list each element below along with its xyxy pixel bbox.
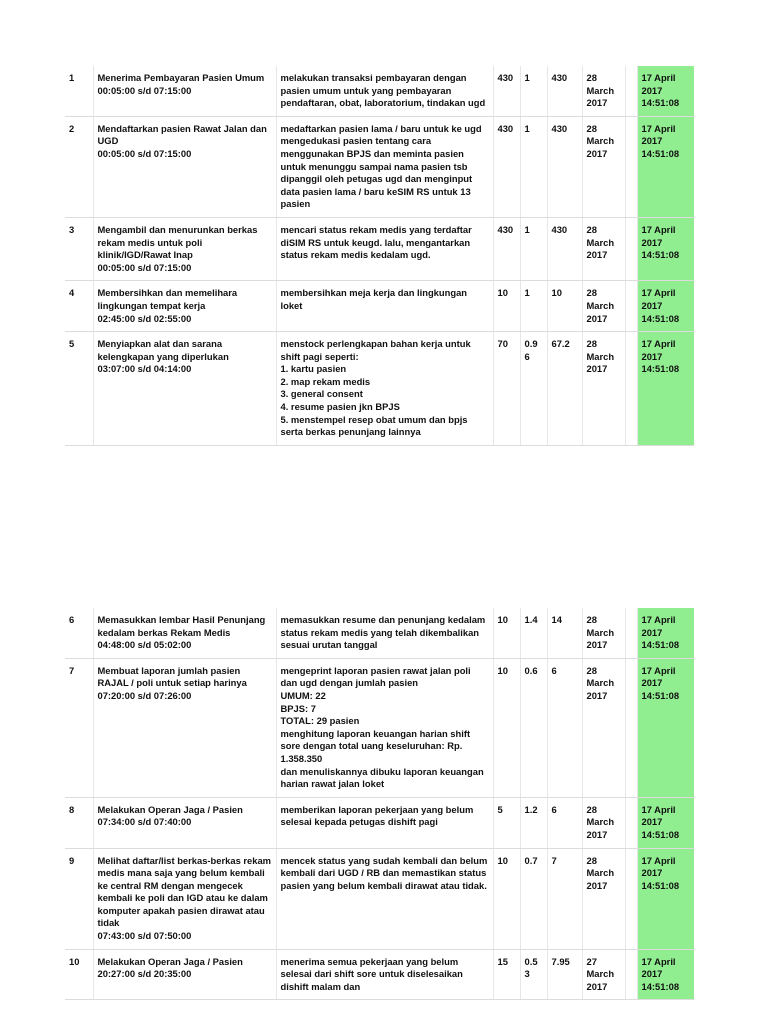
date-cell: 28 March 2017 — [582, 116, 625, 217]
volume-cell: 430 — [493, 66, 520, 116]
factor-cell: 1.2 — [520, 797, 547, 848]
table-row — [65, 332, 694, 446]
total-cell: 430 — [547, 116, 582, 217]
date-cell: 28 March 2017 — [582, 66, 625, 116]
timestamp-cell: 17 April 2017 14:51:08 — [637, 217, 694, 280]
factor-cell: 0.6 — [520, 658, 547, 797]
date-cell: 28 March 2017 — [582, 332, 625, 446]
date-cell: 28 March 2017 — [582, 848, 625, 949]
table-row — [65, 797, 694, 848]
spacer-cell — [625, 848, 637, 949]
spacer-cell — [625, 281, 637, 332]
table-row — [65, 608, 694, 658]
row-number: 2 — [65, 116, 93, 217]
description-cell: mencari status rekam medis yang terdaftar diSIM RS untuk keugd. lalu, mengantarkan status rekam medis kedalam ugd. — [276, 217, 493, 280]
date-cell: 28 March 2017 — [582, 281, 625, 332]
timestamp-cell: 17 April 2017 14:51:08 — [637, 658, 694, 797]
row-number: 9 — [65, 848, 93, 949]
spacer-cell — [625, 217, 637, 280]
activity-cell: Membersihkan dan memelihara lingkungan tempat kerja 02:45:00 s/d 02:55:00 — [93, 281, 276, 332]
description-cell: memasukkan resume dan penunjang kedalam status rekam medis yang telah dikembalikan sesuai urutan tanggal — [276, 608, 493, 658]
total-cell: 7.95 — [547, 949, 582, 1000]
total-cell: 6 — [547, 658, 582, 797]
factor-cell: 1 — [520, 281, 547, 332]
table-row — [65, 658, 694, 797]
timestamp-cell: 17 April 2017 14:51:08 — [637, 949, 694, 1000]
factor-cell: 1 — [520, 217, 547, 280]
volume-cell: 10 — [493, 281, 520, 332]
row-number: 10 — [65, 949, 93, 1000]
total-cell: 10 — [547, 281, 582, 332]
row-number: 7 — [65, 658, 93, 797]
date-cell: 28 March 2017 — [582, 217, 625, 280]
activity-cell: Menerima Pembayaran Pasien Umum 00:05:00 s/d 07:15:00 — [93, 66, 276, 116]
description-cell: mengeprint laporan pasien rawat jalan poli dan ugd dengan jumlah pasien UMUM: 22 BPJS: 7 TOTAL: 29 pasien menghitung laporan keuangan harian shift sore dengan total uang keseluruhan: Rp. 1.358.350 dan menuliskannya dibuku laporan keuangan harian rawat jalan loket — [276, 658, 493, 797]
activity-cell: Melakukan Operan Jaga / Pasien 20:27:00 s/d 20:35:00 — [93, 949, 276, 1000]
table-row — [65, 949, 694, 1000]
spacer-cell — [625, 608, 637, 658]
description-cell: membersihkan meja kerja dan lingkungan loket — [276, 281, 493, 332]
activity-cell: Melihat daftar/list berkas-berkas rekam medis mana saja yang belum kembali ke central RM dengan mengecek kembali ke poli dan IGD atau ke dalam komputer apakah pasien dirawat atau tidak 07:43:00 s/d 07:50:00 — [93, 848, 276, 949]
description-cell: menerima semua pekerjaan yang belum selesai dari shift sore untuk diselesaikan dishift malam dan — [276, 949, 493, 1000]
timestamp-cell: 17 April 2017 14:51:08 — [637, 116, 694, 217]
factor-cell: 0.7 — [520, 848, 547, 949]
timestamp-cell: 17 April 2017 14:51:08 — [637, 797, 694, 848]
table-row — [65, 281, 694, 332]
volume-cell: 10 — [493, 848, 520, 949]
total-cell: 67.2 — [547, 332, 582, 446]
spacer-cell — [625, 332, 637, 446]
date-cell: 28 March 2017 — [582, 797, 625, 848]
volume-cell: 10 — [493, 658, 520, 797]
activity-table-1 — [65, 66, 694, 446]
volume-cell: 430 — [493, 116, 520, 217]
description-cell: mencek status yang sudah kembali dan belum kembali dari UGD / RB dan memastikan status pasien yang belum kembali dirawat atau tidak. — [276, 848, 493, 949]
activity-cell: Memasukkan lembar Hasil Penunjang kedalam berkas Rekam Medis 04:48:00 s/d 05:02:00 — [93, 608, 276, 658]
factor-cell: 1 — [520, 66, 547, 116]
table-row — [65, 848, 694, 949]
description-cell: menstock perlengkapan bahan kerja untuk shift pagi seperti: 1. kartu pasien 2. map rekam medis 3. general consent 4. resume pasien jkn BPJS 5. menstempel resep obat umum dan bpjs serta berkas penunjang lainnya — [276, 332, 493, 446]
total-cell: 430 — [547, 66, 582, 116]
total-cell: 14 — [547, 608, 582, 658]
timestamp-cell: 17 April 2017 14:51:08 — [637, 66, 694, 116]
activity-cell: Mengambil dan menurunkan berkas rekam medis untuk poli klinik/IGD/Rawat Inap 00:05:00 s/d 07:15:00 — [93, 217, 276, 280]
row-number: 8 — [65, 797, 93, 848]
row-number: 6 — [65, 608, 93, 658]
activity-cell: Mendaftarkan pasien Rawat Jalan dan UGD 00:05:00 s/d 07:15:00 — [93, 116, 276, 217]
timestamp-cell: 17 April 2017 14:51:08 — [637, 332, 694, 446]
volume-cell: 430 — [493, 217, 520, 280]
factor-cell: 1.4 — [520, 608, 547, 658]
row-number: 3 — [65, 217, 93, 280]
table-row — [65, 116, 694, 217]
total-cell: 7 — [547, 848, 582, 949]
activity-cell: Membuat laporan jumlah pasien RAJAL / poli untuk setiap harinya 07:20:00 s/d 07:26:00 — [93, 658, 276, 797]
activity-cell: Melakukan Operan Jaga / Pasien 07:34:00 s/d 07:40:00 — [93, 797, 276, 848]
table-2-body — [65, 608, 694, 1000]
row-number: 1 — [65, 66, 93, 116]
description-cell: medaftarkan pasien lama / baru untuk ke ugd mengedukasi pasien tentang cara menggunakan BPJS dan meminta pasien untuk menunggu sampai nama pasien tsb dipanggil oleh petugas ugd dan menginput data pasien lama / baru keSIM RS untuk 13 pasien — [276, 116, 493, 217]
factor-cell: 0.96 — [520, 332, 547, 446]
description-cell: memberikan laporan pekerjaan yang belum selesai kepada petugas dishift pagi — [276, 797, 493, 848]
factor-cell: 1 — [520, 116, 547, 217]
total-cell: 430 — [547, 217, 582, 280]
row-number: 5 — [65, 332, 93, 446]
timestamp-cell: 17 April 2017 14:51:08 — [637, 608, 694, 658]
row-number: 4 — [65, 281, 93, 332]
date-cell: 28 March 2017 — [582, 608, 625, 658]
activity-cell: Menyiapkan alat dan sarana kelengkapan yang diperlukan 03:07:00 s/d 04:14:00 — [93, 332, 276, 446]
table-1-body — [65, 66, 694, 445]
date-cell: 27 March 2017 — [582, 949, 625, 1000]
volume-cell: 15 — [493, 949, 520, 1000]
spacer-cell — [625, 116, 637, 217]
table-row — [65, 217, 694, 280]
volume-cell: 70 — [493, 332, 520, 446]
spacer-cell — [625, 949, 637, 1000]
spacer-cell — [625, 66, 637, 116]
activity-table-2 — [65, 608, 694, 1000]
timestamp-cell: 17 April 2017 14:51:08 — [637, 281, 694, 332]
volume-cell: 5 — [493, 797, 520, 848]
total-cell: 6 — [547, 797, 582, 848]
table-row — [65, 66, 694, 116]
volume-cell: 10 — [493, 608, 520, 658]
spacer-cell — [625, 658, 637, 797]
spacer-cell — [625, 797, 637, 848]
timestamp-cell: 17 April 2017 14:51:08 — [637, 848, 694, 949]
factor-cell: 0.53 — [520, 949, 547, 1000]
date-cell: 28 March 2017 — [582, 658, 625, 797]
description-cell: melakukan transaksi pembayaran dengan pasien umum untuk yang pembayaran pendaftaran, obat, laboratorium, tindakan ugd — [276, 66, 493, 116]
